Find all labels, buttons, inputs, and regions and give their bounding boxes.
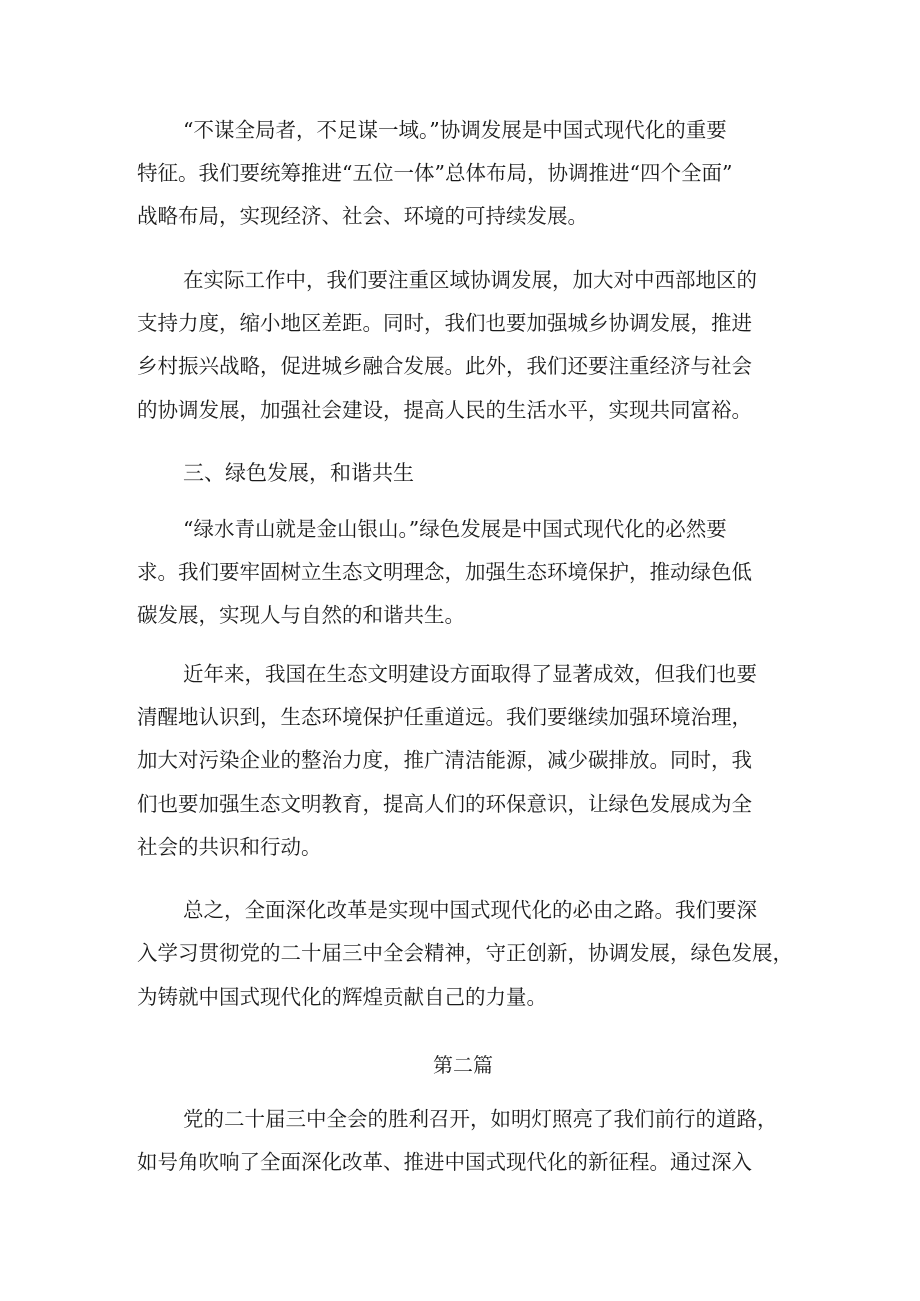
paragraph-line: 乡村振兴战略，促进城乡融合发展。此外，我们还要注重经济与社会 xyxy=(137,354,752,378)
paragraph-line: 碳发展，实现人与自然的和谐共生。 xyxy=(137,603,465,627)
paragraph-line: 如号角吹响了全面深化改革、推进中国式现代化的新征程。通过深入 xyxy=(137,1150,752,1174)
paragraph-line: 社会的共识和行动。 xyxy=(137,835,322,859)
paragraph-line: 为铸就中国式现代化的辉煌贡献自己的力量。 xyxy=(137,985,547,1009)
paragraph-line: 求。我们要牢固树立生态文明理念，加强生态环境保护，推动绿色低 xyxy=(137,560,752,584)
paragraph-line: 总之，全面深化改革是实现中国式现代化的必由之路。我们要深 xyxy=(183,898,757,922)
paragraph-line: 战略布局，实现经济、社会、环境的可持续发展。 xyxy=(137,204,588,228)
paragraph-line: 们也要加强生态文明教育，提高人们的环保意识，让绿色发展成为全 xyxy=(137,792,752,816)
paragraph-line: 近年来，我国在生态文明建设方面取得了显著成效，但我们也要 xyxy=(183,662,757,686)
section-title-part-two: 第二篇 xyxy=(433,1053,493,1077)
paragraph-line: 在实际工作中，我们要注重区域协调发展，加大对中西部地区的 xyxy=(183,268,757,292)
section-heading-green-development: 三、绿色发展，和谐共生 xyxy=(183,461,414,485)
paragraph-line: 支持力度，缩小地区差距。同时，我们也要加强城乡协调发展，推进 xyxy=(137,311,752,335)
paragraph-line: 入学习贯彻党的二十届三中全会精神，守正创新，协调发展，绿色发展， xyxy=(137,941,793,965)
paragraph-line: 党的二十届三中全会的胜利召开，如明灯照亮了我们前行的道路， xyxy=(183,1107,778,1131)
paragraph-line: 加大对污染企业的整治力度，推广清洁能源，减少碳排放。同时，我 xyxy=(137,748,752,772)
paragraph-line: 清醒地认识到，生态环境保护任重道远。我们要继续加强环境治理， xyxy=(137,705,752,729)
paragraph-line: 的协调发展，加强社会建设，提高人民的生活水平，实现共同富裕。 xyxy=(137,398,752,422)
paragraph-line: “绿水青山就是金山银山。”绿色发展是中国式现代化的必然要 xyxy=(183,517,727,541)
paragraph-line: “不谋全局者，不足谋一域。”协调发展是中国式现代化的重要 xyxy=(183,118,727,142)
paragraph-line: 特征。我们要统筹推进“五位一体”总体布局，协调推进“四个全面” xyxy=(137,161,733,185)
